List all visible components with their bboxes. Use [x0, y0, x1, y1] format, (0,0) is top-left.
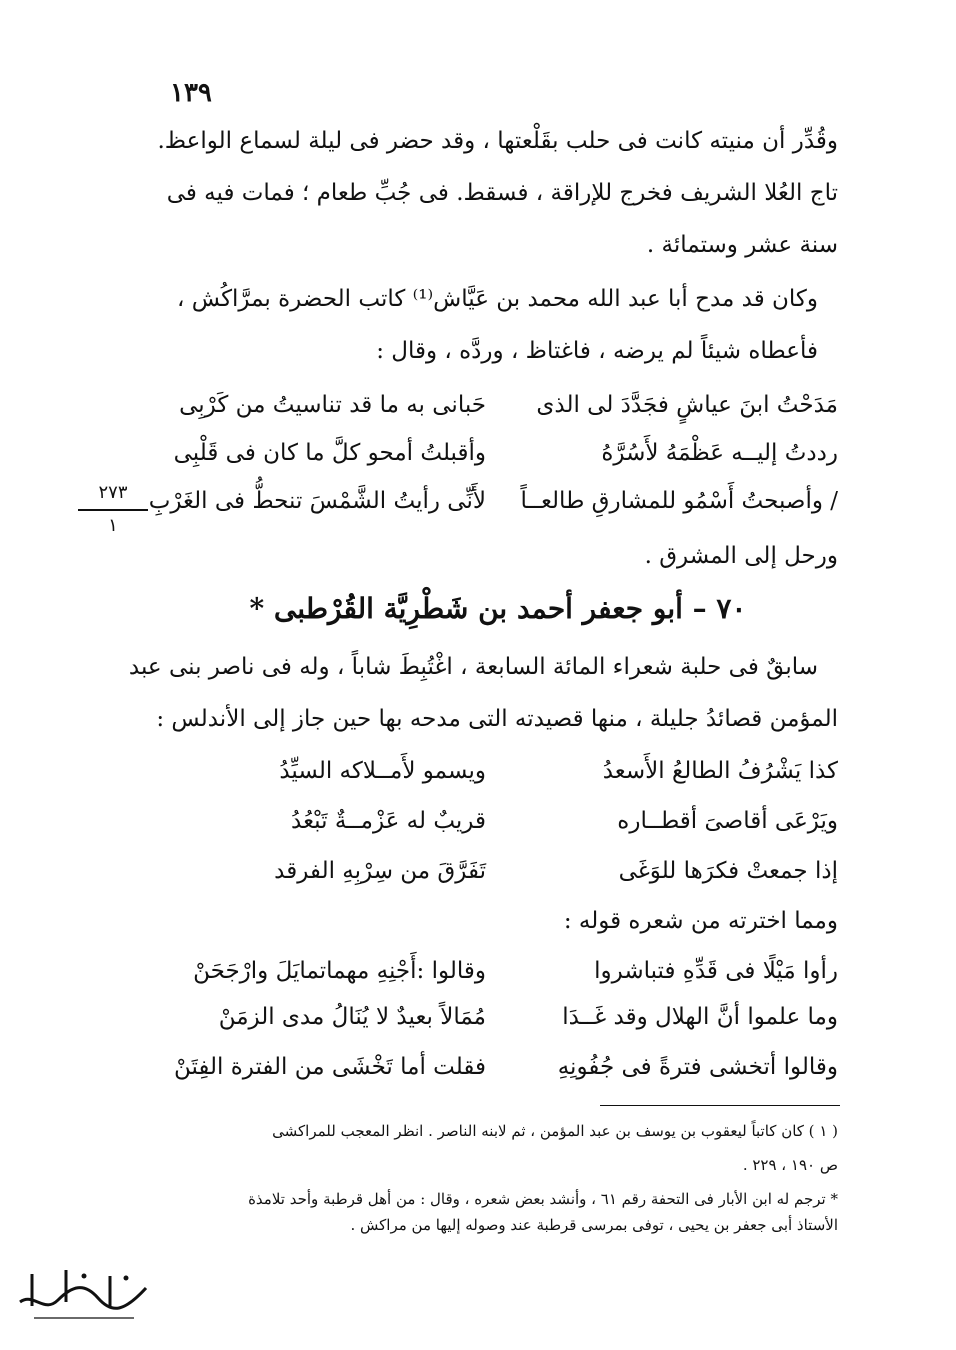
- body-line: سابقٌ فى حلبة شعراء المائة السابعة ، اغْتُبِطَ شاباً ، وله فى ناصر بنى عبد: [128, 654, 818, 680]
- body-line: ورحل إلى المشرق .: [644, 543, 838, 569]
- verse-hemistich: مُمَالاً بعيدٌ لا يُنَالُ مدى الزمَنْ: [218, 1004, 486, 1030]
- verse-hemistich: لأَنِّى رأيتُ الشَّمْسَ تنحطُّ فى الغَرْبِ: [148, 488, 486, 514]
- verse-hemistich: ويسمو لأَمــلاكه السيِّدُ: [279, 758, 486, 784]
- margin-reference: [78, 482, 148, 536]
- margin-reference-rule: [78, 509, 148, 511]
- verse-hemistich: كذا يَشْرُفُ الطالعُ الأَسعدُ: [602, 758, 838, 784]
- footnote-line: * ترجم له ابن الأبار فى التحفة رقم ٦١ ، وأنشد بعض شعره ، وقال : من أهل قرطبة وأحد تلامذة: [248, 1190, 838, 1208]
- stamp-logo: [14, 1262, 154, 1326]
- verse-hemistich: مَدَحْتُ ابنَ عياشٍ فجَدَّدَ لى الذى: [536, 392, 838, 418]
- body-line: وكان قد مدح أبا عبد الله محمد بن عَيَّاش⁽¹⁾ كاتب الحضرة بمرَّاكُش ،: [177, 286, 818, 312]
- body-line: وقُدِّر أن منيته كانت فى حلب بقَلْعتها ، وقد حضر فى ليلة لسماع الواعظ.: [157, 128, 838, 154]
- footnote-line: الأستاذ أبى جعفر بن يحيى ، توفى بمرسى قرطبة عند وصوله إليها من مراكش .: [350, 1216, 838, 1234]
- footnote-line: ص ١٩٠ ، ٢٢٩ .: [742, 1156, 838, 1174]
- verse-hemistich: وما علموا أنَّ الهلال وقد غَــدَا: [562, 1004, 838, 1030]
- body-line: المؤمن قصائدُ جليلة ، منها قصيدته التى مدحه بها حين جاز إلى الأندلس :: [156, 706, 838, 732]
- body-line: فأعطاه شيئاً لم يرضه ، فاغتاظ ، وردَّه ، وقال :: [376, 338, 818, 364]
- body-line: تاج العُلا الشريف فخرج للإراقة ، فسقط. فى جُبِّ طعام ؛ فمات فيه فى: [166, 180, 838, 206]
- verse-hemistich: فقلت أما تَخْشَى من الفترة الفِتَنْ: [173, 1054, 486, 1080]
- verse-hemistich: إذا جمعتْ فكرَها للوَغَى: [618, 858, 838, 884]
- verse-hemistich: رددتُ إليــه عَظْمَهُ لأَسُرَّهُ: [601, 440, 838, 466]
- footnote-line: ( ١ ) كان كاتباً ليعقوب بن يوسف بن عبد المؤمن ، ثم لابنه الناصر . انظر المعجب للمراكشى: [272, 1122, 838, 1140]
- section-heading: ٧٠ – أبو جعفر أحمد بن شَطْرِيَّة القُرْطبى *: [249, 592, 747, 625]
- body-line: سنة عشر وستمائة .: [646, 232, 838, 258]
- verse-hemistich: وقالوا :أَجْنِهِ مهماتمايَلَ وارْجَحَنْ: [193, 958, 486, 984]
- body-line: ومما اخترته من شعره قوله :: [563, 908, 838, 934]
- verse-hemistich: قريبٌ له عَزْمــةٌ تَبْعُدُ: [291, 808, 486, 834]
- page-number: ١٣٩: [170, 78, 212, 108]
- verse-hemistich: وأقبلتُ أمحو كلَّ ما كان فى قَلْبِى: [173, 440, 486, 466]
- verse-hemistich: رأوا مَيْلًا فى قَدِّهِ فتباشروا: [594, 958, 838, 984]
- verse-hemistich: / وأصبحتُ أَسْمُو للمشارقِ طالعــاً: [520, 488, 838, 514]
- verse-hemistich: تَفَرَّقَ من سِرْبِهِ الفرقد: [274, 858, 486, 884]
- margin-reference-bottom: ١: [108, 515, 118, 536]
- footnote-rule: [600, 1105, 840, 1106]
- verse-hemistich: وقالوا أتخشى فترةً فى جُفُونِهِ: [557, 1054, 838, 1080]
- verse-hemistich: حَبانى به ما قد تناسيتُ من كَرْبِى: [179, 392, 486, 418]
- verse-hemistich: ويَرْعَى أقاصىَ أقطــاره: [617, 808, 838, 834]
- margin-reference-top: ٢٧٣: [98, 482, 128, 503]
